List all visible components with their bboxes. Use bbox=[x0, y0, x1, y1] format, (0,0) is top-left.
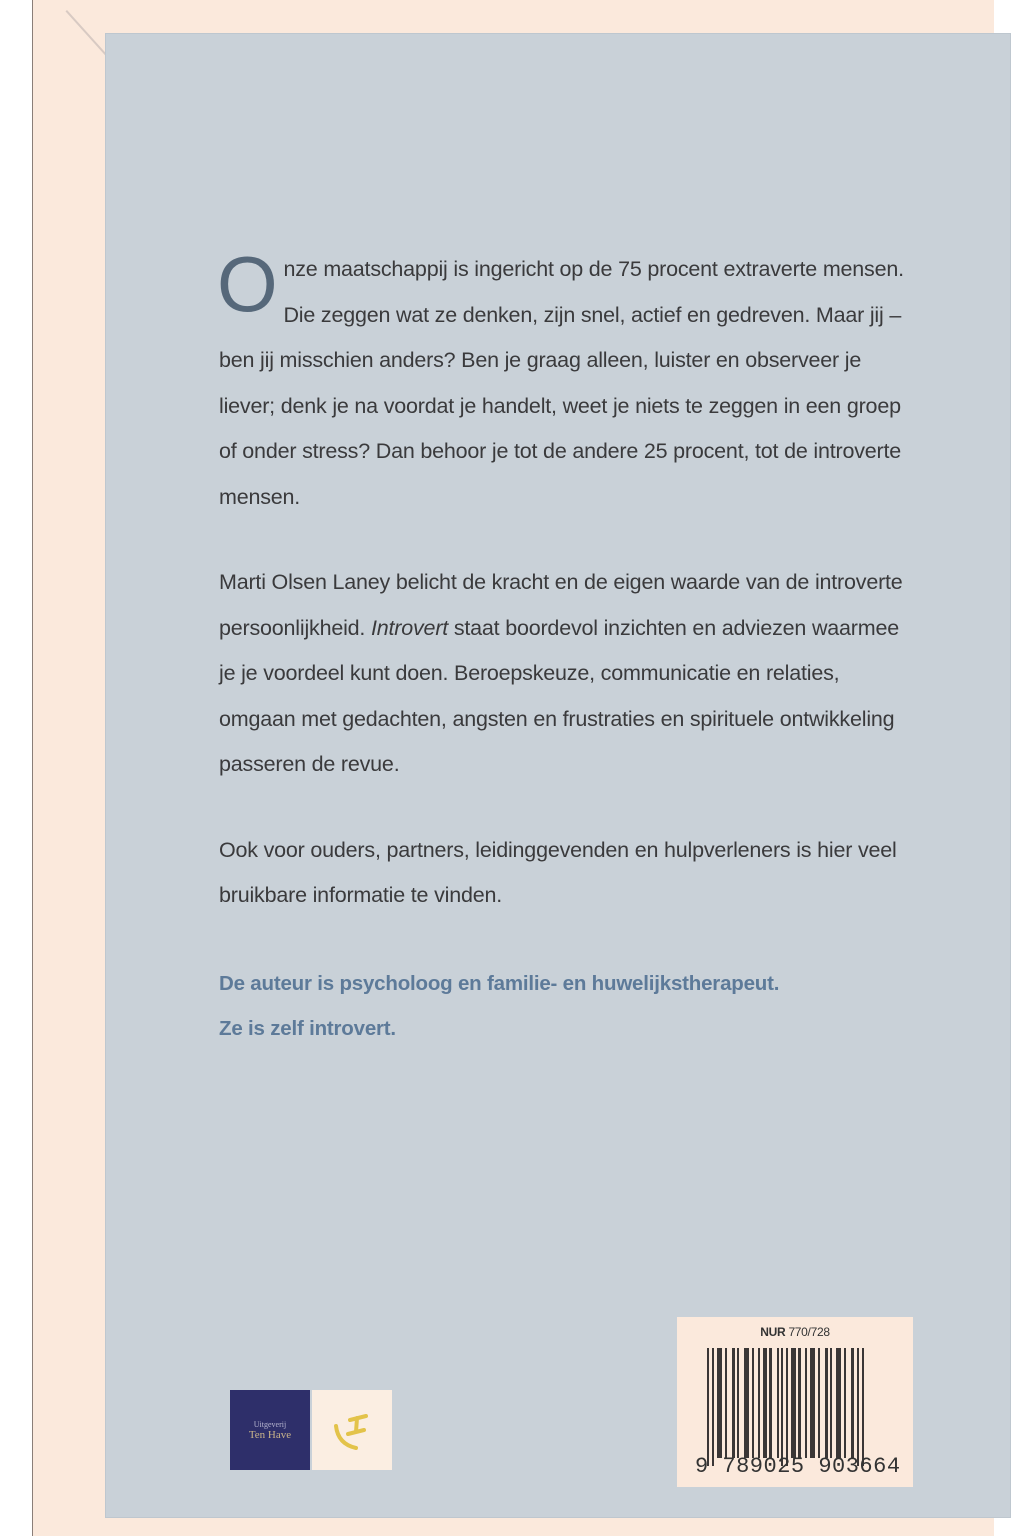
blurb-paragraph-2-end: staat boordevol inzichten en adviezen waarmee je je voordeel kunt doen. Beroepskeuze, communicatie en relaties, omgaan met gedachten, angsten en frustraties en spirituele ontwikkeling passeren de revue. bbox=[219, 615, 899, 776]
book-title-italic: Introvert bbox=[370, 615, 449, 640]
barcode-bars bbox=[707, 1348, 893, 1458]
publisher-logos bbox=[230, 1390, 392, 1470]
blurb-paragraph-2-start: Marti Olsen Laney belicht de kracht en de eigen waarde van de introverte persoonlijkheid. bbox=[219, 570, 903, 640]
blurb-paragraph-1 bbox=[217, 240, 919, 520]
isbn-first-digit: 9 bbox=[695, 1454, 709, 1479]
barcode-label bbox=[677, 1317, 913, 1487]
drop-cap: O bbox=[217, 240, 278, 328]
blurb-paragraph-3: Ook voor ouders, partners, leidinggevenden en hulpverleners is hier veel bruikbare informatie te vinden. bbox=[219, 837, 897, 907]
publisher-line-1: Uitgeverij bbox=[253, 1419, 287, 1429]
isbn-group-1: 789025 bbox=[722, 1454, 805, 1479]
isbn-group-2: 903664 bbox=[818, 1454, 901, 1479]
blurb-paragraph-1-text: nze maatschappij is ingericht op de 75 procent extraverte mensen. Die zeggen wat ze denken, zijn snel, actief en gedreven. Maar jij – ben jij misschien anders? Ben je graag alleen, luister en observeer je liever; denk je na voordat je handelt, weet je niets te zeggen in een groep of onder stress? Dan behoor je tot de andere 25 procent, tot de introverte mensen. bbox=[219, 257, 904, 509]
nur-code bbox=[677, 1325, 913, 1339]
nur-label: NUR bbox=[760, 1325, 786, 1339]
author-note-line-2: Ze is zelf introvert. bbox=[219, 1016, 396, 1040]
cover-panel bbox=[105, 33, 1011, 1518]
blurb-paragraph-2 bbox=[219, 560, 919, 788]
publisher-mark-icon bbox=[312, 1390, 392, 1470]
blurb bbox=[217, 240, 919, 1051]
publisher-line-2: Ten Have bbox=[248, 1428, 292, 1441]
author-note-line-1: De auteur is psycholoog en familie- en huwelijkstherapeut. bbox=[219, 971, 780, 995]
author-note bbox=[219, 961, 919, 1051]
isbn-number bbox=[695, 1454, 901, 1479]
publisher-logo bbox=[230, 1390, 310, 1470]
book-back-cover bbox=[32, 0, 994, 1536]
nur-value: 770/728 bbox=[788, 1325, 830, 1339]
